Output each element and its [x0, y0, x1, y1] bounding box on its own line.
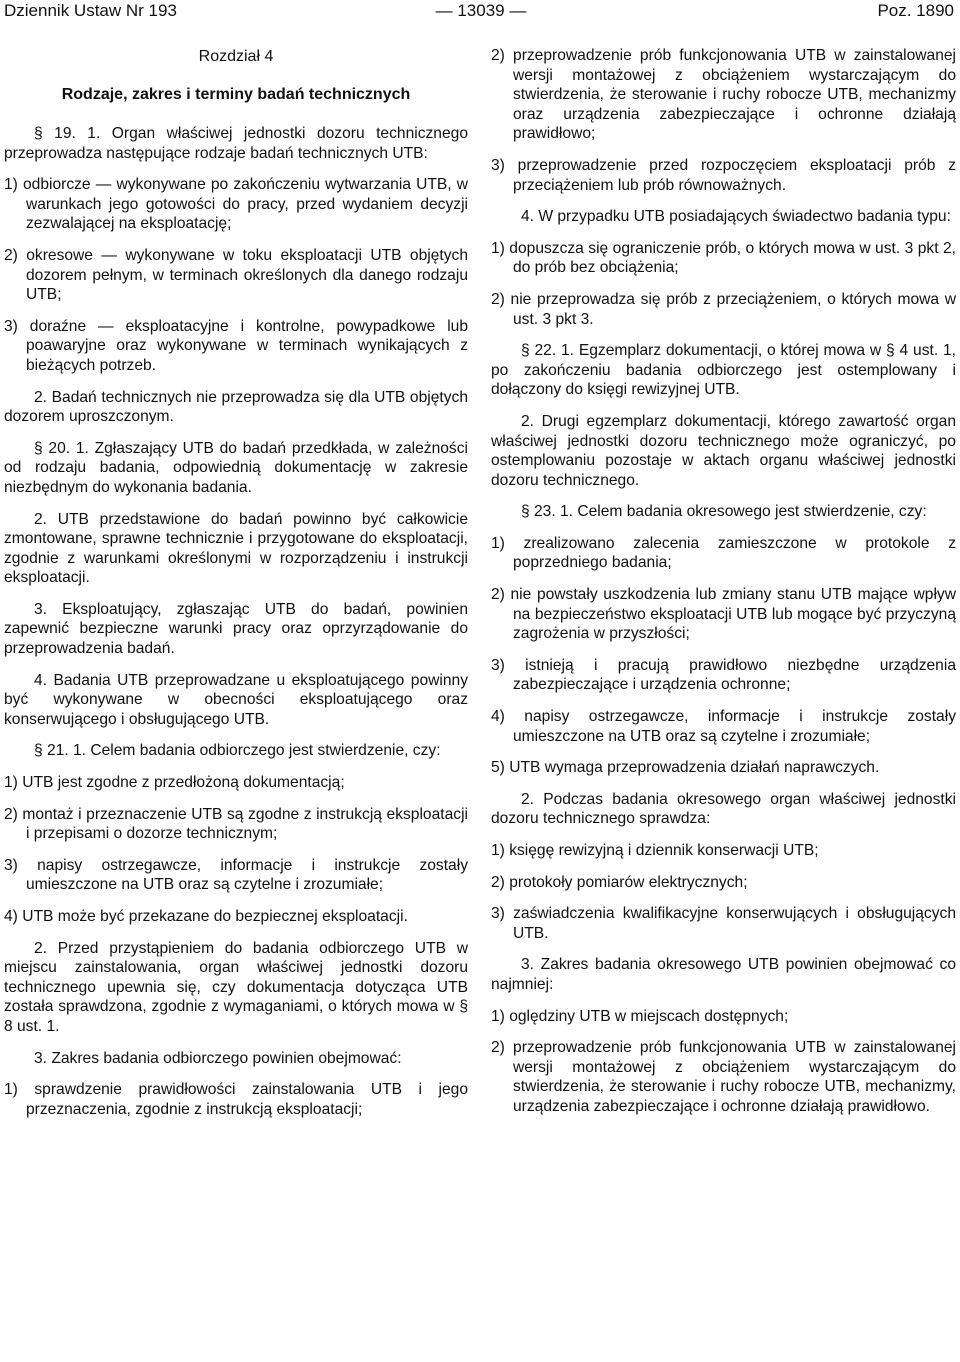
list-item: 1) odbiorcze — wykonywane po zakończeniu wytwarzania UTB, w warunkach jego gotowości do pracy, przed wydaniem decyzji zezwalającej na eksploatację; [4, 176, 468, 233]
paragraph: § 23. 1. Celem badania okresowego jest stwierdzenie, czy: [521, 503, 927, 521]
paragraph: 2. Podczas badania okresowego organ właściwej jednostki dozoru technicznego sprawdza: [491, 790, 956, 828]
paragraph: 2. Drugi egzemplarz dokumentacji, którego zawartość organ właściwej jednostki dozoru technicznego może ograniczyć, po ostemplowaniu pozostaje w aktach organu właściwej jednostki dozoru technicznego. [491, 412, 956, 489]
page-header [0, 0, 960, 26]
list-item: 2) nie przeprowadza się prób z przeciążeniem, o których mowa w ust. 3 pkt 3. [491, 290, 956, 328]
position-number: Poz. 1890 [877, 1, 954, 20]
chapter-number: Rozdział 4 [198, 48, 274, 65]
paragraph: § 20. 1. Zgłaszający UTB do badań przedkłada, w zależności od rodzaju badania, odpowiednią dokumentację w zakresie niezbędnym do wykonania badania. [4, 439, 468, 496]
list-item: 3) istnieją i pracują prawidłowo niezbędne urządzenia zabezpieczające i urządzenia ochronne; [491, 656, 956, 694]
list-item: 2) przeprowadzenie prób funkcjonowania UTB w zainstalowanej wersji montażowej z obciążeniem wystarczającym do stwierdzenia, że sterowanie i ruchy robocze UTB, mechanizmy, urządzenia zabezpieczające i ochronne działają prawidłowo. [491, 1039, 956, 1115]
right-column [491, 46, 956, 1129]
list-item: 3) napisy ostrzegawcze, informacje i instrukcje zostały umieszczone na UTB oraz są czytelne i zrozumiałe; [4, 856, 468, 894]
paragraph: 4. W przypadku UTB posiadających świadectwo badania typu: [521, 208, 951, 226]
left-column [4, 46, 468, 1131]
paragraph: 2. Przed przystąpieniem do badania odbiorczego UTB w miejscu zainstalowania, organ właściwej jednostki dozoru technicznego upewnia się, czy dokumentacja dotycząca UTB została sprawdzona, zgodnie z wymaganiami, o których mowa w § 8 ust. 1. [4, 939, 468, 1035]
paragraph: 3. Zakres badania okresowego UTB powinien obejmować co najmniej: [491, 956, 956, 993]
list-item: 2) przeprowadzenie prób funkcjonowania UTB w zainstalowanej wersji montażowej z obciążeniem wystarczającym do stwierdzenia, że sterowanie i ruchy robocze UTB, mechanizmy oraz urządzenia zabezpieczające i ochronne działają prawidłowo; [491, 47, 956, 143]
list-item: 3) przeprowadzenie przed rozpoczęciem eksploatacji prób z przeciążeniem lub prób równoważnych. [491, 156, 956, 194]
list-item: 1) oględziny UTB w miejscach dostępnych; [491, 1007, 789, 1025]
paragraph: § 21. 1. Celem badania odbiorczego jest stwierdzenie, czy: [34, 742, 441, 760]
list-item: 1) dopuszcza się ograniczenie prób, o których mowa w ust. 3 pkt 2, do prób bez obciążenia; [491, 239, 956, 277]
paragraph: § 19. 1. Organ właściwej jednostki dozoru technicznego przeprowadza następujące rodzaje badań technicznych UTB: [4, 125, 468, 162]
paragraph: 3. Zakres badania odbiorczego powinien obejmować: [34, 1049, 402, 1067]
list-item: 3) doraźne — eksploatacyjne i kontrolne, powypadkowe lub poawaryjne oraz wykonywane w terminach wynikających z bieżących potrzeb. [4, 317, 468, 374]
paragraph: § 22. 1. Egzemplarz dokumentacji, o której mowa w § 4 ust. 1, po zakończeniu badania odbiorczego jest ostemplowany i dołączony do księgi rewizyjnej UTB. [491, 342, 956, 399]
page-number: — 13039 — [435, 1, 527, 20]
journal-title: Dziennik Ustaw Nr 193 [4, 1, 177, 20]
list-item: 4) UTB może być przekazane do bezpiecznej eksploatacji. [4, 908, 408, 925]
list-item: 1) zrealizowano zalecenia zamieszczone w protokole z poprzedniego badania; [491, 534, 956, 572]
list-item: 2) protokoły pomiarów elektrycznych; [491, 873, 748, 891]
list-item: 1) księgę rewizyjną i dziennik konserwacji UTB; [491, 842, 819, 859]
list-item: 2) nie powstały uszkodzenia lub zmiany stanu UTB mające wpływ na bezpieczeństwo eksploatacji UTB lub mogące być przyczyną zagrożenia w przyszłości; [491, 586, 956, 643]
list-item: 5) UTB wymaga przeprowadzenia działań naprawczych. [491, 759, 880, 777]
paragraph: 2. Badań technicznych nie przeprowadza się dla UTB objętych dozorem uproszczonym. [4, 388, 468, 426]
paragraph: 4. Badania UTB przeprowadzane u eksploatującego powinny być wykonywane w obecności eksploatującego oraz konserwującego i obsługującego UTB. [4, 671, 468, 728]
list-item: 1) sprawdzenie prawidłowości zainstalowania UTB i jego przeznaczenia, zgodnie z instrukcją eksploatacji; [4, 1081, 468, 1118]
chapter-title: Rodzaje, zakres i terminy badań technicznych [61, 86, 411, 103]
list-item: 1) UTB jest zgodne z przedłożoną dokumentacją; [4, 774, 345, 792]
list-item: 4) napisy ostrzegawcze, informacje i instrukcje zostały umieszczone na UTB oraz są czytelne i zrozumiałe; [491, 708, 956, 745]
list-item: 2) okresowe — wykonywane w toku eksploatacji UTB objętych dozorem pełnym, w terminach określonych dla danego rodzaju UTB; [4, 246, 468, 304]
list-item: 2) montaż i przeznaczenie UTB są zgodne z instrukcją eksploatacji i przepisami o dozorze technicznym; [4, 805, 468, 843]
paragraph: 3. Eksploatujący, zgłaszając UTB do badań, powinien zapewnić bezpieczne warunki pracy oraz oprzyrządowanie do przeprowadzenia badań. [4, 600, 468, 658]
list-item: 3) zaświadczenia kwalifikacyjne konserwujących i obsługujących UTB. [491, 905, 956, 942]
paragraph: 2. UTB przedstawione do badań powinno być całkowicie zmontowane, sprawne technicznie i przygotowane do eksploatacji, zgodnie z warunkami określonymi w rozporządzeniu i instrukcji eksploatacji. [4, 510, 468, 587]
